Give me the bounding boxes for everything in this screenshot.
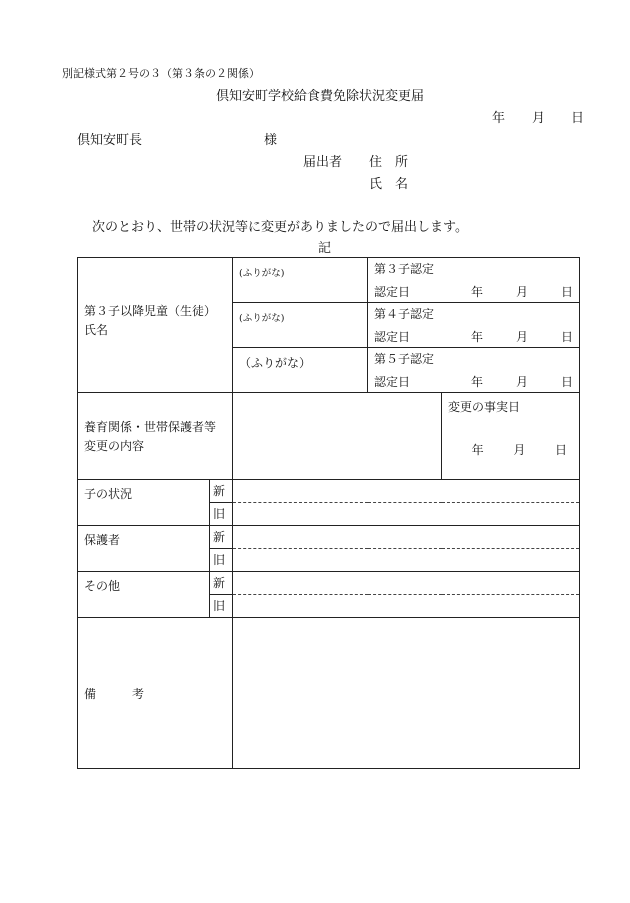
cert5-date-cell[interactable] <box>368 370 580 393</box>
furigana-label-large: （ふりがな） <box>239 356 312 370</box>
remarks-label-cell <box>78 618 233 769</box>
form-table <box>77 257 580 769</box>
date-year-label: 年 <box>492 111 506 126</box>
new-label-cell <box>210 526 233 549</box>
ki-label: 記 <box>318 241 332 256</box>
cert4-date-cell[interactable] <box>368 325 580 348</box>
child-status-old-field[interactable] <box>233 503 580 526</box>
old-label: 旧 <box>213 599 226 613</box>
guardian-old-field[interactable] <box>233 549 580 572</box>
day-label: 日 <box>561 284 574 299</box>
day-label: 日 <box>561 329 574 344</box>
form-number: 別記様式第２号の３（第３条の２関係） <box>62 67 260 80</box>
year-label: 年 <box>471 284 484 299</box>
date-day-label: 日 <box>571 111 585 126</box>
old-label: 旧 <box>213 507 226 521</box>
month-label: 月 <box>516 374 529 389</box>
cert3-cell <box>368 258 580 281</box>
cert4-cell <box>368 303 580 326</box>
form-title: 倶知安町学校給食費免除状況変更届 <box>216 89 425 104</box>
change-date-cell[interactable] <box>442 393 580 480</box>
child-name-label-line1: 第３子以降児童（生徒） <box>84 304 217 318</box>
month-label: 月 <box>516 284 529 299</box>
furigana-label: (ふりがな) <box>239 313 285 324</box>
change-label-line1: 養育関係・世帯保護者等 <box>84 420 217 434</box>
change-content-field[interactable] <box>233 393 442 480</box>
honorific: 様 <box>264 133 278 148</box>
child-status-new-field[interactable] <box>233 480 580 503</box>
year-label: 年 <box>471 374 484 389</box>
child-name-label-cell <box>78 258 233 393</box>
old-label-cell <box>210 549 233 572</box>
new-label: 新 <box>213 530 226 544</box>
child-name-label-line2: 氏名 <box>84 323 109 338</box>
new-label-cell <box>210 480 233 503</box>
cert-date-label: 認定日 <box>374 284 411 299</box>
furigana-cell-3[interactable] <box>233 258 368 303</box>
guardian-label-cell <box>78 526 210 572</box>
cert3-label: 第３子認定 <box>374 262 435 276</box>
furigana-cell-4[interactable] <box>233 303 368 348</box>
date-month-label: 月 <box>532 111 546 126</box>
addressee: 倶知安町長 <box>77 133 143 148</box>
other-old-field[interactable] <box>233 595 580 618</box>
child-status-label: 子の状況 <box>84 487 133 501</box>
guardian-label: 保護者 <box>84 533 121 547</box>
cert4-label: 第４子認定 <box>374 307 435 321</box>
name-label: 氏 名 <box>369 177 409 192</box>
address-label: 住 所 <box>369 155 409 170</box>
cert-date-label: 認定日 <box>374 374 411 389</box>
new-label: 新 <box>213 484 226 498</box>
change-label-cell <box>78 393 233 480</box>
old-label: 旧 <box>213 553 226 567</box>
cert3-date-cell[interactable] <box>368 280 580 303</box>
remarks-field[interactable] <box>233 618 580 769</box>
year-label: 年 <box>471 329 484 344</box>
year-label: 年 <box>471 443 484 457</box>
guardian-new-field[interactable] <box>233 526 580 549</box>
intro-text: 次のとおり、世帯の状況等に変更がありましたので届出します。 <box>92 220 468 235</box>
other-label: その他 <box>84 579 121 593</box>
remarks-label: 備 考 <box>84 686 145 701</box>
new-label: 新 <box>213 576 226 590</box>
furigana-cell-5[interactable] <box>233 348 368 393</box>
furigana-label: (ふりがな) <box>239 268 285 279</box>
month-label: 月 <box>516 329 529 344</box>
new-label-cell <box>210 572 233 595</box>
old-label-cell <box>210 595 233 618</box>
child-status-label-cell <box>78 480 210 526</box>
day-label: 日 <box>555 443 568 457</box>
cert-date-label: 認定日 <box>374 329 411 344</box>
day-label: 日 <box>561 374 574 389</box>
other-label-cell <box>78 572 210 618</box>
submitter-label: 届出者 <box>303 155 343 170</box>
other-new-field[interactable] <box>233 572 580 595</box>
month-label: 月 <box>513 443 526 457</box>
cert5-label: 第５子認定 <box>374 352 435 366</box>
old-label-cell <box>210 503 233 526</box>
cert5-cell <box>368 348 580 371</box>
change-date-label: 変更の事実日 <box>448 400 521 414</box>
change-label-line2: 変更の内容 <box>84 439 145 454</box>
